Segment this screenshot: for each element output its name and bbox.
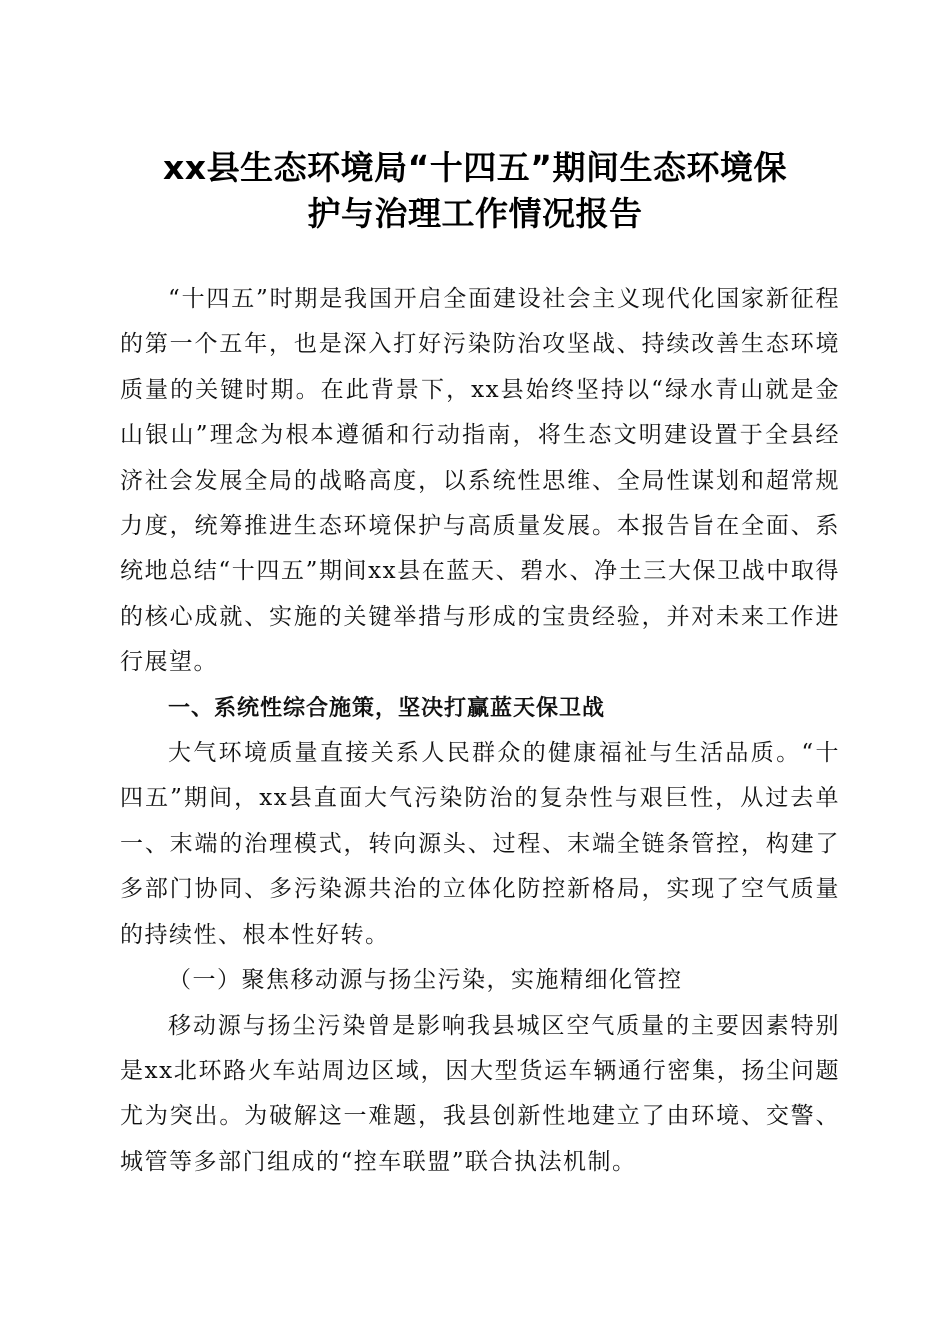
intro-paragraph: “十四五”时期是我国开启全面建设社会主义现代化国家新征程的第一个五年，也是深入打好污染防治攻坚战、持续改善生态环境质量的关键时期。在此背景下，xx县始终坚持以“绿水青山就是金山银山”理念为根本遵循和行动指南，将生态文明建设置于全县经济社会发展全局的战略高度，以系统性思维、全局性谋划和超常规力度，统筹推进生态环境保护与高质量发展。本报告旨在全面、系统地总结“十四五”期间xx县在蓝天、碧水、净土三大保卫战中取得的核心成就、实施的关键举措与形成的宝贵经验，并对未来工作进行展望。	[120, 286, 840, 676]
document-title-line-1: xx县生态环境局“十四五”期间生态环境保	[163, 148, 787, 187]
section-1-paragraph: 大气环境质量直接关系人民群众的健康福祉与生活品质。“十四五”期间，xx县直面大气污染防治的复杂性与艰巨性，从过去单一、末端的治理模式，转向源头、过程、末端全链条管控，构建了多部门协同、多污染源共治的立体化防控新格局，实现了空气质量的持续性、根本性好转。	[120, 740, 840, 948]
subsection-1-1-paragraph: 移动源与扬尘污染曾是影响我县城区空气质量的主要因素特别是xx北环路火车站周边区域，因大型货运车辆通行密集，扬尘问题尤为突出。为破解这一难题，我县创新性地建立了由环境、交警、城管等多部门组成的“控车联盟”联合执法机制。	[120, 1012, 840, 1175]
section-heading-1: 一、系统性综合施策，坚决打赢蓝天保卫战	[168, 695, 606, 721]
document-title-line-2: 护与治理工作情况报告	[307, 194, 643, 233]
document-body	[120, 277, 840, 1185]
subsection-heading-1-1: （一）聚焦移动源与扬尘污染，实施精细化管控	[168, 967, 683, 994]
